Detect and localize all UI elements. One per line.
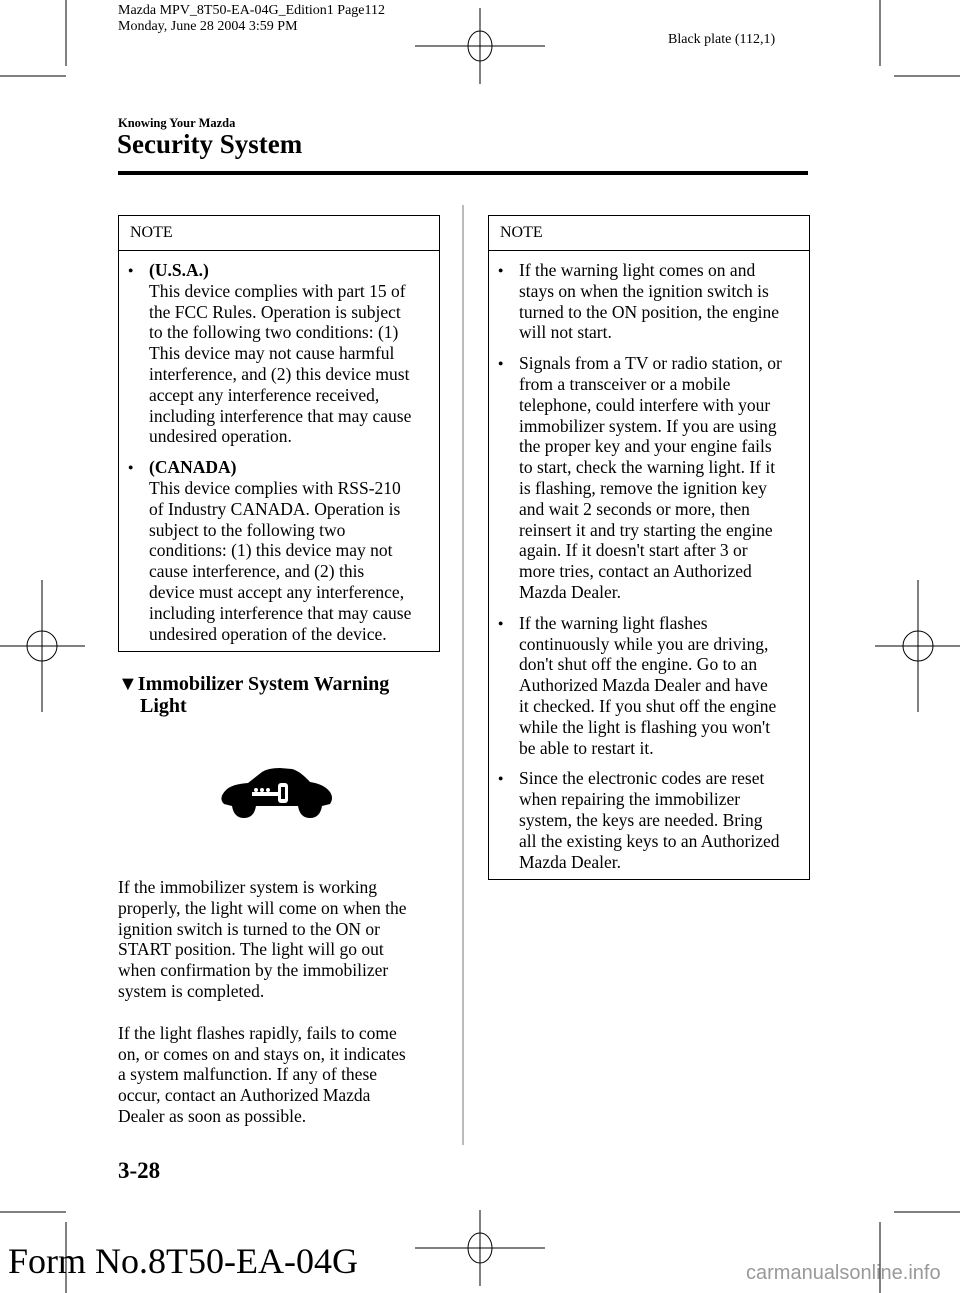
page-title: Security System: [117, 129, 303, 159]
note-line: to start, check the warning light. If it: [519, 457, 776, 478]
note-line: subject to the following two: [149, 519, 346, 540]
note-line: system, the keys are needed. Bring: [519, 809, 763, 830]
body-line: a system malfunction. If any of these: [118, 1064, 378, 1085]
note-line: all the existing keys to an Authorized: [519, 830, 780, 851]
note-line: the proper key and your engine fails: [519, 436, 772, 457]
note-line: This device may not cause harmful: [149, 343, 395, 364]
body-line: when confirmation by the immobilizer: [118, 960, 389, 981]
note-box-left: [118, 215, 440, 652]
note-line: accept any interference received,: [149, 384, 380, 405]
title-rule: [118, 171, 808, 175]
note-line: of Industry CANADA. Operation is: [149, 498, 401, 519]
subheading: ▼Immobilizer System Warning Light: [118, 673, 390, 717]
watermark: carmanualsonline.info: [746, 1262, 941, 1284]
note-line: will not start.: [519, 322, 612, 343]
note-line: If the warning light comes on and: [519, 260, 756, 280]
body-line: properly, the light will come on when the: [118, 897, 407, 918]
note-line: when repairing the immobilizer: [519, 789, 741, 810]
note-line: including interference that may cause: [149, 405, 412, 426]
note-line: and wait 2 seconds or more, then: [519, 498, 750, 519]
note-line: This device complies with RSS-210: [149, 477, 401, 498]
note-line: reinsert it and try starting the engine: [519, 519, 773, 540]
body-text: [118, 877, 407, 1148]
bullet-icon: ●: [498, 617, 504, 628]
note-line: telephone, could interfere with your: [519, 394, 771, 415]
note-line: don't shut off the engine. Go to an: [519, 654, 758, 675]
note-line: turned to the ON position, the engine: [519, 301, 780, 322]
note-item: [489, 768, 809, 872]
body-paragraph: [118, 1023, 407, 1127]
body-paragraph: [118, 877, 407, 1002]
note-line: including interference that may cause: [149, 602, 412, 623]
print-header-line2: Monday, June 28 2004 3:59 PM: [118, 19, 298, 34]
immobilizer-car-key-icon: [218, 766, 334, 824]
note-line: undesired operation of the device.: [149, 623, 387, 644]
note-line: conditions: (1) this device may not: [149, 540, 393, 561]
triangle-marker-icon: ▼: [118, 673, 138, 695]
body-line: system is completed.: [118, 980, 265, 1001]
note-heading: NOTE: [119, 216, 439, 251]
black-plate: Black plate (112,1): [668, 32, 776, 47]
note-line: immobilizer system. If you are using: [519, 415, 777, 436]
note-item-label: (U.S.A.): [149, 260, 209, 280]
note-line: device must accept any interference,: [149, 581, 405, 602]
bullet-icon: ●: [498, 773, 504, 784]
note-line: continuously while you are driving,: [519, 633, 769, 654]
note-item: [119, 260, 439, 447]
note-line: undesired operation.: [149, 426, 292, 447]
note-item: [119, 457, 439, 644]
note-line: the FCC Rules. Operation is subject: [149, 301, 401, 322]
note-line: more tries, contact an Authorized: [519, 561, 752, 582]
note-line: be able to restart it.: [519, 737, 654, 758]
note-line: Since the electronic codes are reset: [519, 768, 765, 789]
bullet-icon: ●: [128, 265, 134, 275]
body-line: If the immobilizer system is working: [118, 877, 378, 897]
note-line: it checked. If you shut off the engine: [519, 695, 777, 716]
note-line: Signals from a TV or radio station, or: [519, 353, 782, 374]
bullet-icon: ●: [498, 358, 504, 369]
note-line: Authorized Mazda Dealer and have: [519, 675, 768, 696]
body-line: START position. The light will go out: [118, 939, 384, 960]
note-line: while the light is flashing you won't: [519, 716, 771, 737]
body-line: on, or comes on and stays on, it indicates: [118, 1043, 406, 1064]
note-line: stays on when the ignition switch is: [519, 280, 769, 301]
note-line: to the following two conditions: (1): [149, 322, 399, 343]
note-line: from a transceiver or a mobile: [519, 373, 731, 394]
body-line: occur, contact an Authorized Mazda: [118, 1085, 371, 1106]
section-label: Knowing Your Mazda: [118, 116, 236, 130]
form-number: Form No.8T50-EA-04G: [8, 1241, 358, 1281]
note-line: again. If it doesn't start after 3 or: [519, 540, 748, 561]
note-heading: NOTE: [489, 216, 809, 251]
note-line: This device complies with part 15 of: [149, 280, 406, 301]
note-line: Mazda Dealer.: [519, 581, 622, 602]
note-line: is flashing, remove the ignition key: [519, 477, 767, 498]
print-header: [118, 3, 385, 35]
page-number: 3-28: [118, 1158, 161, 1183]
note-line: cause interference, and (2) this: [149, 561, 365, 582]
bullet-icon: ●: [498, 265, 504, 275]
note-line: interference, and (2) this device must: [149, 363, 410, 384]
note-item: [489, 613, 809, 759]
body-line: Dealer as soon as possible.: [118, 1105, 307, 1126]
note-line: If the warning light flashes: [519, 612, 708, 633]
body-line: If the light flashes rapidly, fails to come: [118, 1022, 397, 1043]
note-item: [489, 353, 809, 603]
print-header-line1: Mazda MPV_8T50-EA-04G_Edition1 Page112: [118, 3, 385, 18]
note-box-right: [488, 215, 810, 880]
body-line: ignition switch is turned to the ON or: [118, 918, 380, 939]
note-item: [489, 260, 809, 343]
note-line: Mazda Dealer.: [519, 851, 622, 872]
bullet-icon: ●: [128, 462, 134, 473]
note-item-label: (CANADA): [149, 457, 237, 478]
